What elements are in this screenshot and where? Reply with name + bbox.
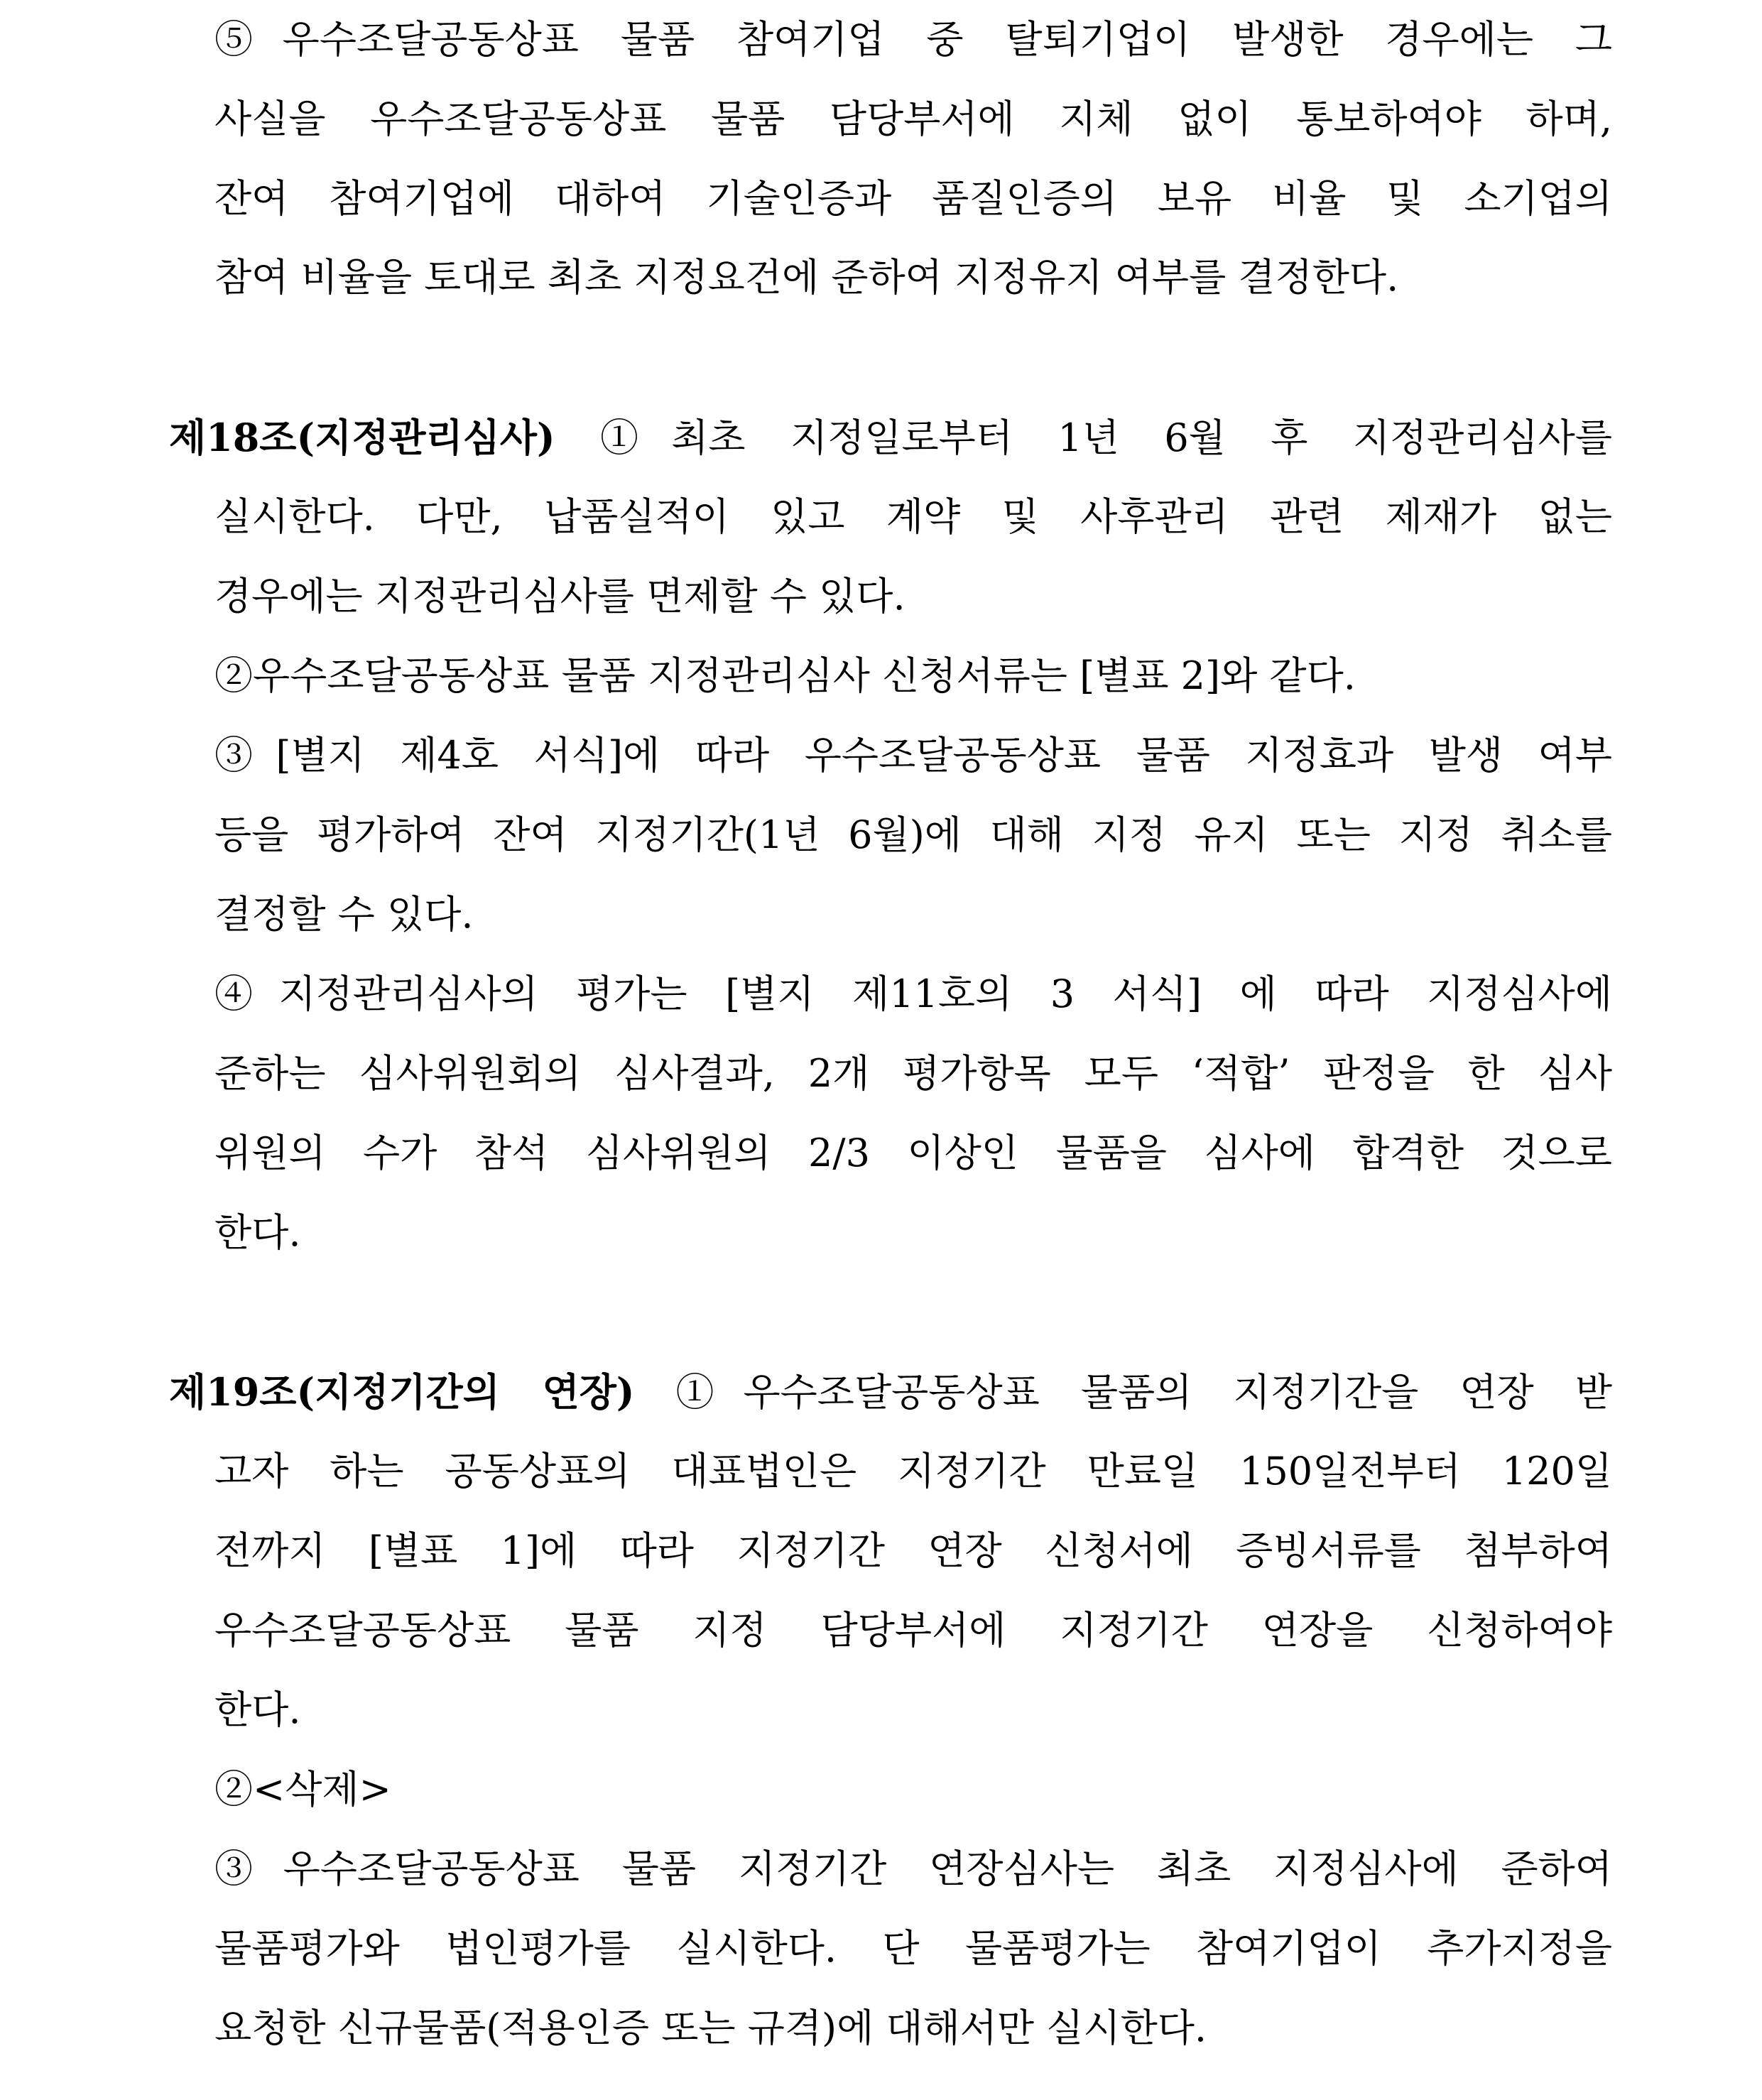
article-18-line-10: 위원의 수가 참석 심사위원의 2/3 이상인 물품을 심사에 합격한 것으로 bbox=[214, 1131, 1612, 1175]
article-19-title: 제19조(지정기간의 연장) bbox=[169, 1369, 635, 1415]
article-19-line-2: 고자 하는 공동상표의 대표법인은 지정기간 만료일 150일전부터 120일 bbox=[214, 1449, 1612, 1494]
article-19-line-3: 전까지 [별표 1]에 따라 지정기간 연장 신청서에 증빙서류를 첨부하여 bbox=[214, 1528, 1612, 1573]
article-19-line-1: ①우수조달공동상표 물품의 지정기간을 연장 받 bbox=[634, 1370, 1612, 1415]
article-18-line-9: 준하는 심사위원회의 심사결과, 2개 평가항목 모두 ‘적합’ 판정을 한 심사 bbox=[214, 1051, 1612, 1096]
paragraph-5-line-1: ⑤우수조달공동상표 물품 참여기업 중 탈퇴기업이 발생한 경우에는 그 bbox=[214, 17, 1612, 62]
article-18-line-8: ④지정관리심사의 평가는 [별지 제11호의 3 서식] 에 따라 지정심사에 bbox=[214, 972, 1612, 1016]
article-19-line-7: ③우수조달공동상표 물품 지정기간 연장심사는 최초 지정심사에 준하여 bbox=[214, 1846, 1612, 1891]
article-19-line-4: 우수조달공동상표 물품 지정 담당부서에 지정기간 연장을 신청하여야 bbox=[214, 1608, 1612, 1653]
article-19-line-9: 요청한 신규물품(적용인증 또는 규격)에 대해서만 실시한다. bbox=[214, 2006, 1207, 2050]
paragraph-5-line-4: 참여 비율을 토대로 최초 지정요건에 준하여 지정유지 여부를 결정한다. bbox=[214, 255, 1399, 300]
article-18-line-11: 한다. bbox=[214, 1210, 301, 1255]
article-19-heading-line bbox=[169, 1352, 1612, 1432]
article-19-line-8: 물품평가와 법인평가를 실시한다. 단 물품평가는 참여기업이 추가지정을 bbox=[214, 1926, 1612, 1971]
paragraph-5-line-2: 사실을 우수조달공동상표 물품 담당부서에 지체 없이 통보하여야 하며, bbox=[214, 97, 1612, 141]
article-19-line-6: ②<삭제> bbox=[214, 1767, 391, 1812]
paragraph-5-line-3: 잔여 참여기업에 대하여 기술인증과 품질인증의 보유 비율 및 소기업의 bbox=[214, 176, 1612, 221]
article-19-line-5: 한다. bbox=[214, 1687, 301, 1732]
article-18-heading-line bbox=[169, 398, 1612, 477]
article-18-line-7: 결정할 수 있다. bbox=[214, 892, 474, 937]
article-18-title: 제18조(지정관리심사) bbox=[169, 415, 555, 460]
article-18-line-2: 실시한다. 다만, 납품실적이 있고 계약 및 사후관리 관련 제재가 없는 bbox=[214, 494, 1612, 539]
article-18-line-4: ②우수조달공동상표 물품 지정관리심사 신청서류는 [별표 2]와 같다. bbox=[214, 653, 1356, 698]
article-18-line-1: ①최초 지정일로부터 1년 6월 후 지정관리심사를 bbox=[555, 415, 1612, 460]
article-18-line-6: 등을 평가하여 잔여 지정기간(1년 6월)에 대해 지정 유지 또는 지정 취소를 bbox=[214, 812, 1612, 857]
article-18-line-3: 경우에는 지정관리심사를 면제할 수 있다. bbox=[214, 574, 906, 619]
article-18-line-5: ③[별지 제4호 서식]에 따라 우수조달공동상표 물품 지정효과 발생 여부 bbox=[214, 733, 1612, 778]
